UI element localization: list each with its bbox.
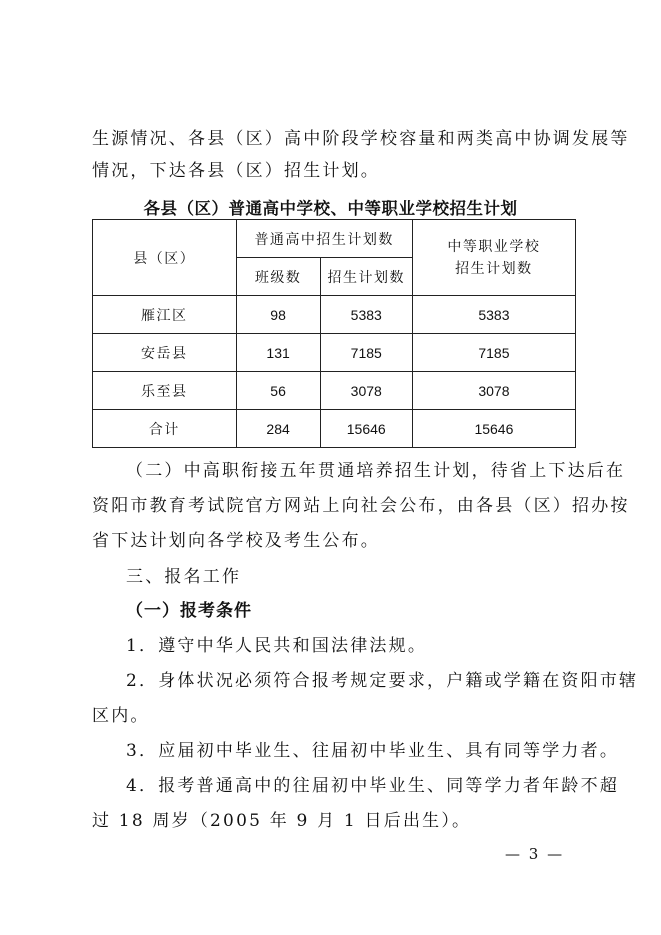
list-item: 4．报考普通高中的往届初中毕业生、同等学力者年龄不超 bbox=[126, 776, 620, 796]
header-enroll-plan: 招生计划数 bbox=[320, 258, 412, 296]
cell-general: 15646 bbox=[320, 410, 412, 448]
cell-vocational: 5383 bbox=[412, 296, 575, 334]
cell-vocational: 15646 bbox=[412, 410, 575, 448]
subsection-heading: （一）报考条件 bbox=[126, 601, 252, 621]
cell-classes: 98 bbox=[236, 296, 320, 334]
header-class-count: 班级数 bbox=[236, 258, 320, 296]
cell-county: 安岳县 bbox=[93, 334, 237, 372]
list-item-continuation: 过 18 周岁（2005 年 9 月 1 日后出生）。 bbox=[92, 811, 472, 831]
table-row-total bbox=[93, 410, 576, 448]
cell-classes: 131 bbox=[236, 334, 320, 372]
paragraph-line: 资阳市教育考试院官方网站上向社会公布，由各县（区）招办按 bbox=[92, 496, 630, 516]
list-item-continuation: 区内。 bbox=[92, 706, 150, 726]
section-heading: 三、报名工作 bbox=[126, 567, 242, 587]
table-title: 各县（区）普通高中学校、中等职业学校招生计划 bbox=[143, 199, 518, 218]
header-vocational-line1: 中等职业学校 bbox=[447, 238, 541, 255]
header-general-group: 普通高中招生计划数 bbox=[236, 220, 412, 258]
cell-classes: 56 bbox=[236, 372, 320, 410]
cell-general: 3078 bbox=[320, 372, 412, 410]
cell-classes: 284 bbox=[236, 410, 320, 448]
table-row bbox=[93, 296, 576, 334]
cell-vocational: 3078 bbox=[412, 372, 575, 410]
list-item: 1．遵守中华人民共和国法律法规。 bbox=[126, 636, 428, 656]
cell-general: 5383 bbox=[320, 296, 412, 334]
header-vocational-line2: 招生计划数 bbox=[455, 260, 533, 277]
paragraph-line: 情况，下达各县（区）招生计划。 bbox=[92, 161, 380, 181]
paragraph-line: 生源情况、各县（区）高中阶段学校容量和两类高中协调发展等 bbox=[92, 129, 630, 149]
header-county: 县（区） bbox=[93, 220, 237, 296]
paragraph-line: 省下达计划向各学校及考生公布。 bbox=[92, 531, 380, 551]
cell-county: 雁江区 bbox=[93, 296, 237, 334]
cell-vocational: 7185 bbox=[412, 334, 575, 372]
cell-general: 7185 bbox=[320, 334, 412, 372]
enrollment-plan-table bbox=[92, 219, 576, 448]
list-item: 3．应届初中毕业生、往届初中毕业生、具有同等学力者。 bbox=[126, 741, 620, 761]
list-item: 2．身体状况必须符合报考规定要求，户籍或学籍在资阳市辖 bbox=[126, 671, 639, 691]
cell-county: 乐至县 bbox=[93, 372, 237, 410]
table-row bbox=[93, 372, 576, 410]
table-row bbox=[93, 334, 576, 372]
paragraph-line: （二）中高职衔接五年贯通培养招生计划，待省上下达后在 bbox=[126, 461, 626, 481]
cell-county: 合计 bbox=[93, 410, 237, 448]
header-vocational bbox=[412, 220, 575, 296]
page-number: — 3 — bbox=[505, 845, 565, 863]
